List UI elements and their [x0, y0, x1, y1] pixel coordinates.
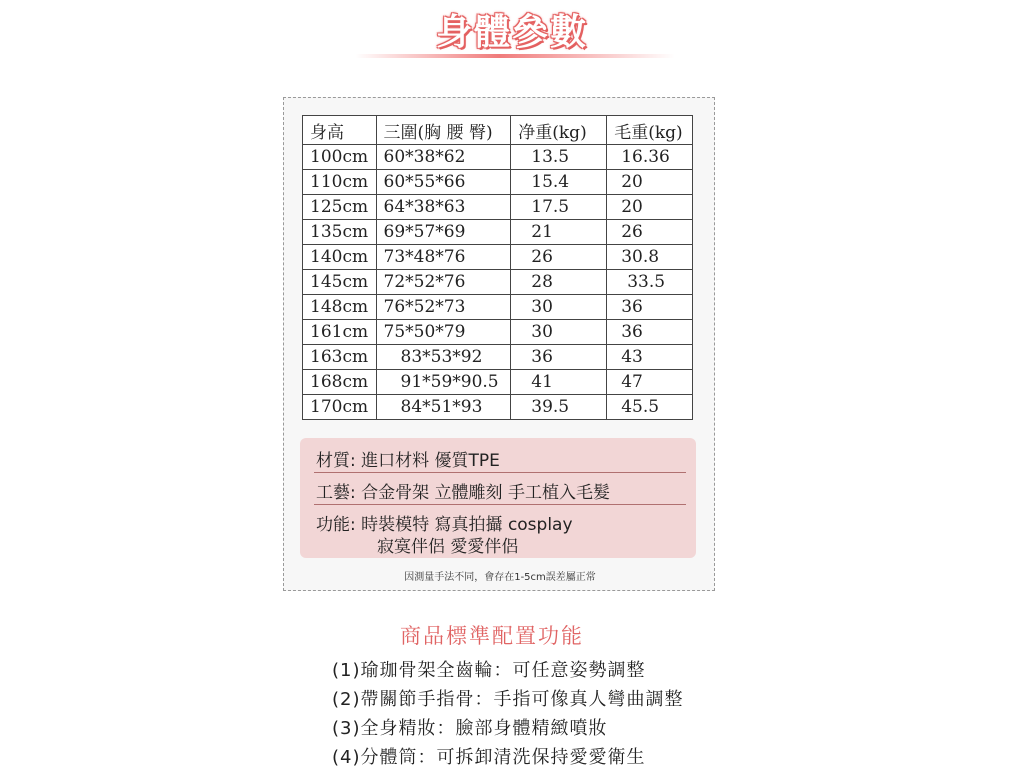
cell-height: 135cm	[303, 220, 377, 245]
cell-gross-weight: 20	[607, 170, 693, 195]
cell-gross-weight: 36	[607, 295, 693, 320]
cell-net-weight: 41	[511, 370, 607, 395]
cell-height: 110cm	[303, 170, 377, 195]
list-item: (1)瑜珈骨架全齒輪：可任意姿勢調整	[332, 660, 646, 681]
cell-measurements: 64*38*63	[376, 195, 511, 220]
header-height: 身高	[303, 116, 377, 145]
table-row	[303, 345, 693, 370]
cell-measurements: 60*55*66	[376, 170, 511, 195]
features-title: 商品標準配置功能	[400, 624, 584, 648]
cell-height: 161cm	[303, 320, 377, 345]
table-row	[303, 270, 693, 295]
table-row	[303, 245, 693, 270]
table-row	[303, 220, 693, 245]
cell-net-weight: 36	[511, 345, 607, 370]
page-title: 身體參數	[435, 12, 588, 53]
cell-measurements: 91*59*90.5	[376, 370, 511, 395]
table-header-row	[303, 116, 693, 145]
cell-net-weight: 30	[511, 295, 607, 320]
cell-height: 100cm	[303, 145, 377, 170]
cell-net-weight: 15.4	[511, 170, 607, 195]
cell-gross-weight: 26	[607, 220, 693, 245]
spec-panel	[283, 97, 715, 591]
list-item: (2)帶關節手指骨：手指可像真人彎曲調整	[332, 689, 684, 710]
cell-gross-weight: 43	[607, 345, 693, 370]
size-table	[302, 115, 693, 420]
cell-height: 145cm	[303, 270, 377, 295]
table-row	[303, 395, 693, 420]
cell-gross-weight: 16.36	[607, 145, 693, 170]
info-divider	[314, 504, 686, 505]
table-row	[303, 195, 693, 220]
table-row	[303, 320, 693, 345]
cell-net-weight: 39.5	[511, 395, 607, 420]
cell-measurements: 83*53*92	[376, 345, 511, 370]
cell-net-weight: 17.5	[511, 195, 607, 220]
title-underline	[355, 54, 675, 58]
cell-gross-weight: 33.5	[607, 270, 693, 295]
list-item: (4)分體筒：可拆卸清洗保持愛愛衛生	[332, 747, 646, 768]
table-row	[303, 170, 693, 195]
cell-net-weight: 26	[511, 245, 607, 270]
cell-height: 168cm	[303, 370, 377, 395]
cell-measurements: 75*50*79	[376, 320, 511, 345]
cell-height: 125cm	[303, 195, 377, 220]
cell-measurements: 84*51*93	[376, 395, 511, 420]
list-item: (3)全身精妝：臉部身體精緻噴妝	[332, 718, 608, 739]
cell-gross-weight: 30.8	[607, 245, 693, 270]
cell-net-weight: 21	[511, 220, 607, 245]
cell-measurements: 60*38*62	[376, 145, 511, 170]
cell-gross-weight: 20	[607, 195, 693, 220]
function-line-2: 寂寞伴侶 愛愛伴侶	[377, 537, 519, 557]
table-row	[303, 145, 693, 170]
table-row	[303, 295, 693, 320]
cell-height: 170cm	[303, 395, 377, 420]
material-line: 材質: 進口材料 優質TPE	[316, 451, 500, 471]
header-net-weight: 净重(kg)	[511, 116, 607, 145]
cell-measurements: 76*52*73	[376, 295, 511, 320]
craft-line: 工藝: 合金骨架 立體雕刻 手工植入毛髮	[316, 483, 610, 503]
info-divider	[314, 472, 686, 473]
cell-height: 148cm	[303, 295, 377, 320]
cell-net-weight: 28	[511, 270, 607, 295]
measurement-note: 因測量手法不同，會存在1-5cm誤差屬正常	[404, 572, 596, 583]
material-info-box	[300, 438, 696, 558]
cell-height: 163cm	[303, 345, 377, 370]
cell-height: 140cm	[303, 245, 377, 270]
cell-gross-weight: 36	[607, 320, 693, 345]
cell-measurements: 72*52*76	[376, 270, 511, 295]
feature-list	[332, 656, 684, 772]
header	[0, 0, 1024, 70]
cell-measurements: 69*57*69	[376, 220, 511, 245]
table-row	[303, 370, 693, 395]
header-measurements: 三圍(胸 腰 臀)	[376, 116, 511, 145]
header-gross-weight: 毛重(kg)	[607, 116, 693, 145]
function-line: 功能: 時裝模特 寫真拍攝 cosplay	[316, 515, 573, 535]
cell-gross-weight: 47	[607, 370, 693, 395]
cell-gross-weight: 45.5	[607, 395, 693, 420]
cell-measurements: 73*48*76	[376, 245, 511, 270]
cell-net-weight: 30	[511, 320, 607, 345]
cell-net-weight: 13.5	[511, 145, 607, 170]
